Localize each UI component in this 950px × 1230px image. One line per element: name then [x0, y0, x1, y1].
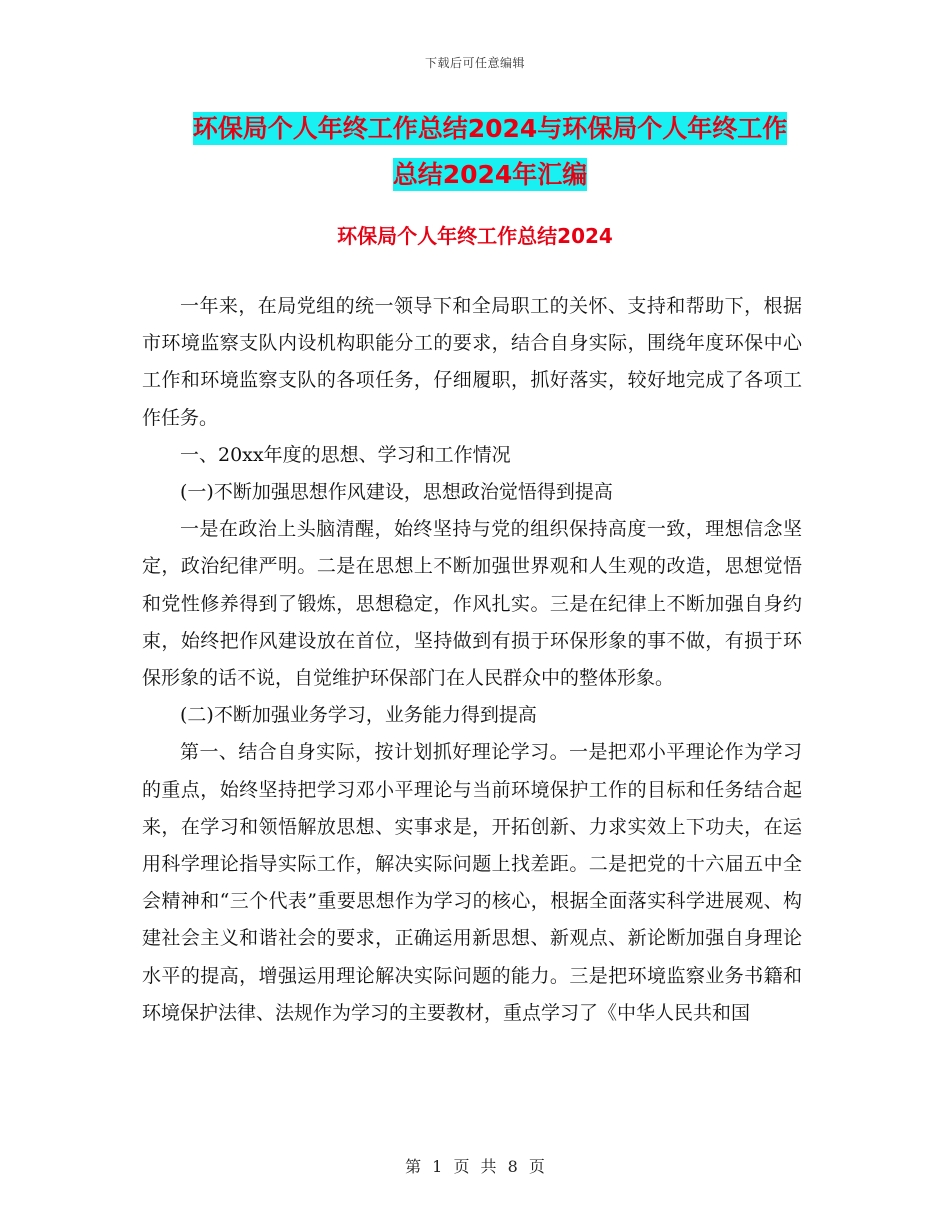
header-note: 下载后可任意编辑 [424, 56, 525, 70]
document-title-line-2: 总结2024年汇编 [392, 160, 588, 189]
paragraph: 第一、结合自身实际，按计划抓好理论学习。一是把邓小平理论作为学习的重点，始终坚持把学习邓小平理论与当前环境保护工作的目标和任务结合起来，在学习和领悟解放思想、实事求是，开拓创新、力求实效上下功夫，在运用科学理论指导实际工作，解决实际问题上找差距。二是把党的十六届五中全会精神和“三个代表”重要思想作为学习的核心，根据全面落实科学进展观、构建社会主义和谐社会的要求，正确运用新思想、新观点、新论断加强自身理论水平的提高，增强运用理论解决实际问题的能力。三是把环境监察业务书籍和环境保护法律、法规作为学习的主要教材，重点学习了《中华人民共和国 [142, 741, 802, 1024]
heading-level-1: 一、20xx年度的思想、学习和工作情况 [180, 443, 511, 466]
paragraph: 一是在政治上头脑清醒，始终坚持与党的组织保持高度一致，理想信念坚定，政治纪律严明。二是在思想上不断加强世界观和人生观的改造，思想觉悟和党性修养得到了锻炼，思想稳定，作风扎实。三是在纪律上不断加强自身约束，始终把作风建设放在首位，坚持做到有损于环保形象的事不做，有损于环保形象的话不说，自觉维护环保部门在人民群众中的整体形象。 [142, 518, 802, 690]
heading-level-2: (二)不断加强业务学习，业务能力得到提高 [180, 704, 537, 727]
document-title [140, 106, 840, 198]
document-title-line-1: 环保局个人年终工作总结2024与环保局个人年终工作 [192, 114, 788, 143]
paragraph: 一年来，在局党组的统一领导下和全局职工的关怀、支持和帮助下，根据市环境监察支队内设机构职能分工的要求，结合自身实际，围绕年度环保中心工作和环境监察支队的各项任务，仔细履职，抓好落实，较好地完成了各项工作任务。 [142, 295, 802, 429]
document-body [142, 288, 802, 1032]
section-title: 环保局个人年终工作总结2024 [337, 224, 613, 248]
heading-level-2: (一)不断加强思想作风建设，思想政治觉悟得到提高 [180, 481, 613, 504]
page-footer: 第 1 页 共 8 页 [405, 1157, 545, 1176]
